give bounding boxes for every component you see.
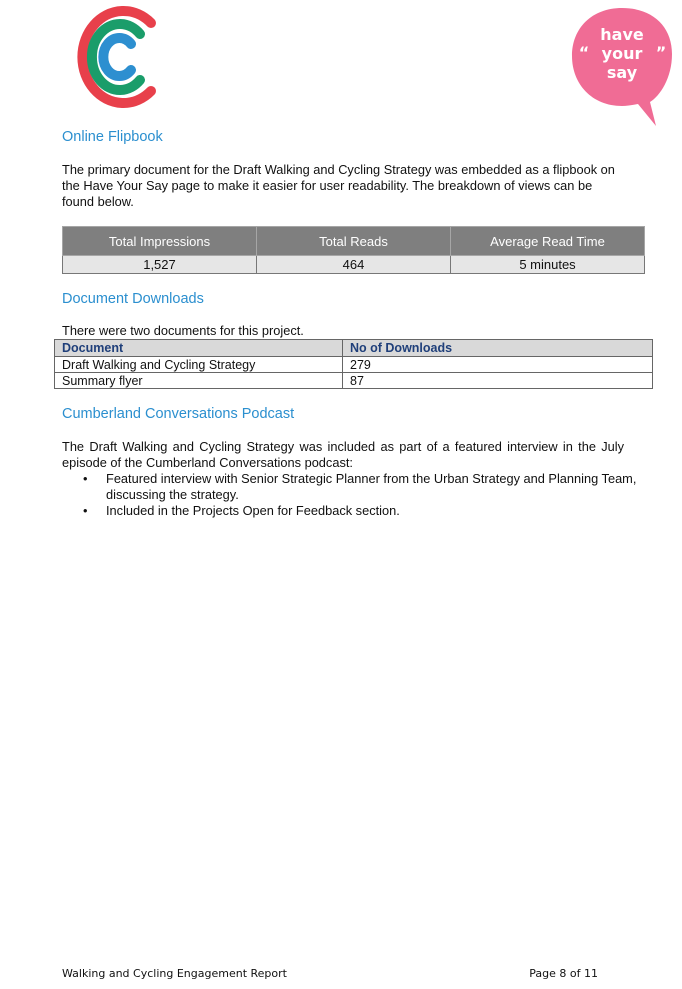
section-title-podcast: Cumberland Conversations Podcast <box>62 406 295 422</box>
downloads-table <box>54 339 653 389</box>
section-title-flipbook: Online Flipbook <box>62 129 163 145</box>
footer-report-title: Walking and Cycling Engagement Report <box>62 967 287 980</box>
have-your-say-logo-icon <box>568 4 676 128</box>
views-table-row <box>63 256 645 274</box>
views-table <box>62 226 645 274</box>
badge-line2: your <box>601 44 643 63</box>
bullet-text: Included in the Projects Open for Feedback section. <box>106 503 400 518</box>
footer-page-number: Page 8 of 11 <box>529 967 598 980</box>
section-title-downloads: Document Downloads <box>62 291 204 307</box>
header-no-of-downloads: No of Downloads <box>343 340 653 357</box>
downloads-table-header <box>55 340 653 357</box>
badge-line3: say <box>606 63 638 82</box>
value-average-read-time: 5 minutes <box>451 256 645 274</box>
list-item <box>78 471 638 503</box>
downloads-intro: There were two documents for this project. <box>62 323 304 338</box>
header-total-reads: Total Reads <box>257 227 451 256</box>
table-row <box>55 357 653 373</box>
bullet-icon: • <box>83 471 88 486</box>
badge-line1: have <box>600 25 644 44</box>
download-count: 87 <box>343 373 653 389</box>
header-average-read-time: Average Read Time <box>451 227 645 256</box>
value-total-impressions: 1,527 <box>63 256 257 274</box>
header-document: Document <box>55 340 343 357</box>
value-total-reads: 464 <box>257 256 451 274</box>
header-total-impressions: Total Impressions <box>63 227 257 256</box>
document-name: Draft Walking and Cycling Strategy <box>55 357 343 373</box>
cumberland-logo-icon <box>66 6 158 108</box>
bullet-icon: • <box>83 503 88 518</box>
list-item <box>78 503 638 519</box>
close-quote-icon: ” <box>655 43 667 62</box>
views-table-header <box>63 227 645 256</box>
open-quote-icon: “ <box>578 43 590 62</box>
podcast-bullet-list <box>78 471 638 519</box>
podcast-paragraph: The Draft Walking and Cycling Strategy was included as part of a featured interview in the July episode of the Cumberland Conversations podcast: <box>62 439 624 470</box>
bullet-text: Featured interview with Senior Strategic Planner from the Urban Strategy and Planning Team, discussing the strategy. <box>106 471 637 502</box>
table-row <box>55 373 653 389</box>
document-name: Summary flyer <box>55 373 343 389</box>
download-count: 279 <box>343 357 653 373</box>
flipbook-paragraph: The primary document for the Draft Walking and Cycling Strategy was embedded as a flipbook on the Have Your Say page to make it easier for user readability. The breakdown of views can be found below. <box>62 162 615 209</box>
